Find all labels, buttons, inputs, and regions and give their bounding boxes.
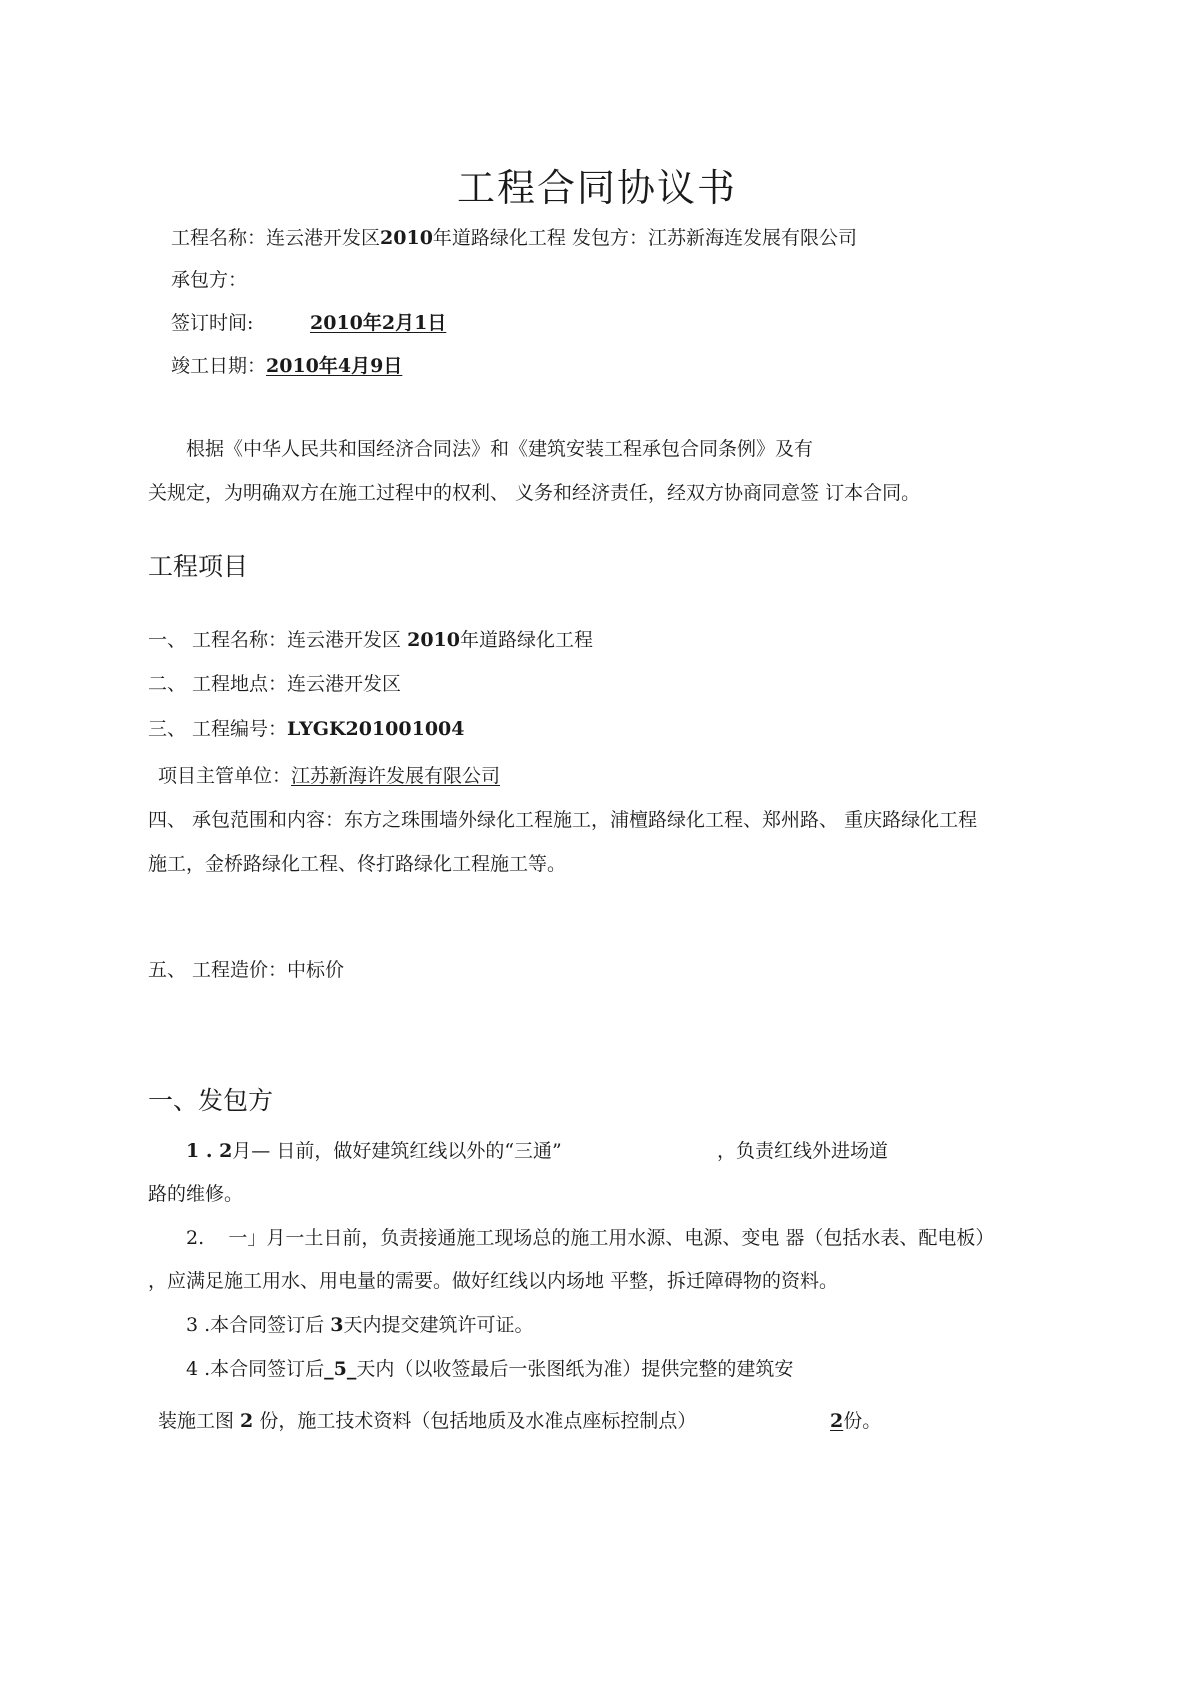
project-item-3-label: 三、 工程编号： <box>148 718 288 740</box>
clause-1-number: 1 . 2 <box>186 1140 233 1162</box>
project-item-1 <box>148 627 593 653</box>
project-item-5: 五、 工程造价：中标价 <box>148 959 345 981</box>
project-code: LYGK201001004 <box>287 718 465 740</box>
employer-value: 江苏新海连发展有限公司 <box>648 227 858 249</box>
clause-2-number: 2. <box>186 1227 205 1249</box>
clause-1-text: 月— 日前，做好建筑红线以外的“三通” <box>232 1140 562 1162</box>
managing-unit-label: 项目主管单位： <box>158 765 292 787</box>
clause-2-line-2: ，应满足施工用水、用电量的需要。做好红线以内场地 平整，拆迁障碍物的资料。 <box>148 1270 839 1292</box>
clause-4-copies-number: 2 <box>830 1410 844 1432</box>
clause-4-text-a: 4 .本合同签订后 <box>186 1358 325 1380</box>
clause-1-line-1 <box>186 1138 562 1164</box>
project-name-line <box>171 225 857 251</box>
project-item-1-suffix: 年道路绿化工程 <box>459 629 593 651</box>
clause-4-drawing-copies: 2 <box>240 1410 254 1432</box>
project-item-3 <box>148 716 464 742</box>
project-name-label: 工程名称： <box>171 227 267 249</box>
completion-date-line <box>171 353 402 379</box>
project-name-prefix: 连云港开发区 <box>266 227 381 249</box>
project-item-4-line-1: 四、 承包范围和内容：东方之珠围墙外绿化工程施工，浦檀路绿化工程、郑州路、 重庆路绿化工程 <box>148 809 978 831</box>
clause-1-tail: ，负责红线外进场道 <box>717 1140 889 1162</box>
clause-4-text-b: 天内（以收签最后一张图纸为准）提供完整的建筑安 <box>356 1358 794 1380</box>
clause-4-line-2-text-b: 份，施工技术资料（包括地质及水准点座标控制点） <box>253 1410 697 1432</box>
clause-1-line-2: 路的维修。 <box>148 1183 244 1205</box>
clause-3-text-a: 3 .本合同签订后 <box>186 1314 331 1336</box>
clause-4-line-2-text-a: 装施工图 <box>158 1410 241 1432</box>
intro-line-1: 根据《中华人民共和国经济合同法》和《建筑安装工程承包合同条例》及有 <box>186 438 814 460</box>
document-title: 工程合同协议书 <box>456 166 737 210</box>
clause-4-line-1 <box>186 1356 793 1382</box>
clause-4-copies <box>830 1408 881 1434</box>
employer-label: 发包方： <box>571 227 648 249</box>
managing-unit-value: 江苏新海许发展有限公司 <box>291 765 501 787</box>
clause-3-text-b: 天内提交建筑许可证。 <box>343 1314 534 1336</box>
managing-unit-line <box>158 763 500 789</box>
project-item-4-line-2: 施工，金桥路绿化工程、佟打路绿化工程施工等。 <box>148 853 567 875</box>
intro-line-2: 关规定，为明确双方在施工过程中的权利、 义务和经济责任，经双方协商同意签 订本合同。 <box>148 482 921 504</box>
project-item-1-year: 2010 <box>407 629 460 651</box>
sign-date-label: 签订时间: <box>171 312 254 334</box>
clause-4-copies-suffix: 份。 <box>843 1410 882 1432</box>
completion-date-value: 2010年4月9日 <box>266 355 403 377</box>
project-item-1-label: 一、 工程名称：连云港开发区 <box>148 629 402 651</box>
clause-2-text: 一」月一土日前，负责接通施工现场总的施工用水源、电源、变电 器（包括水表、配电板） <box>228 1227 995 1249</box>
section-heading-project: 工程项目 <box>148 552 249 581</box>
contractor-label: 承包方： <box>171 269 248 291</box>
clause-2-line-1 <box>186 1225 994 1251</box>
project-item-2: 二、 工程地点：连云港开发区 <box>148 673 402 695</box>
sign-date-value: 2010年2月1日 <box>310 312 447 334</box>
project-name-suffix: 年道路绿化工程 <box>432 227 566 249</box>
completion-date-label: 竣工日期： <box>171 355 267 377</box>
clause-3 <box>186 1312 533 1338</box>
clause-4-line-2 <box>158 1408 696 1434</box>
clause-3-days: 3 <box>330 1314 344 1336</box>
section-heading-employer: 一、发包方 <box>148 1086 274 1115</box>
clause-4-days: _5_ <box>324 1358 357 1380</box>
project-name-year: 2010 <box>380 227 433 249</box>
